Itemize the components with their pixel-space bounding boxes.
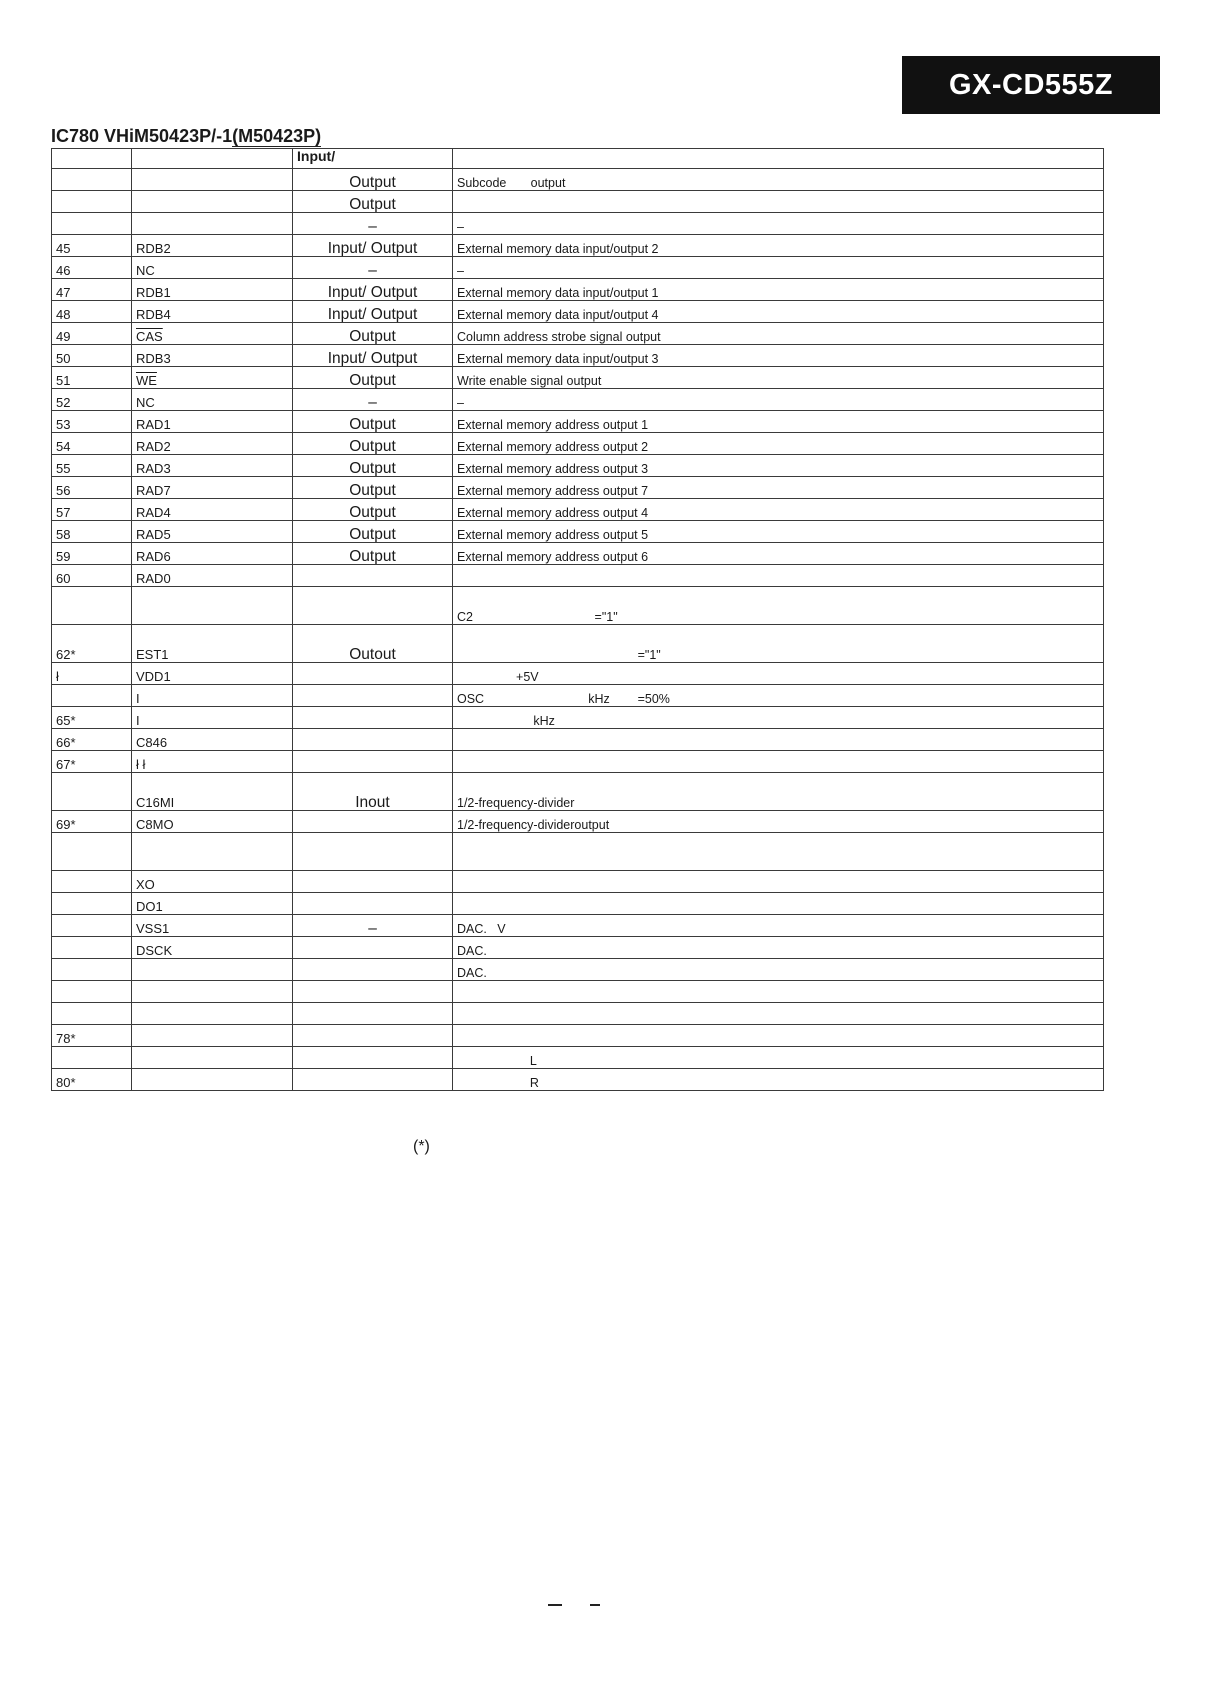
pin-name-cell: C16MI [132,773,293,811]
pin-name-cell: $\overline{WE}$ [132,367,293,389]
pin-name-cell: EST1 [132,625,293,663]
io-cell: Input/ Output [293,345,453,367]
pin-name-cell: NC [132,389,293,411]
pin-name-cell [132,191,293,213]
pin-number-cell: 80* [52,1069,132,1091]
description-cell: OSC kHz =50% [453,685,1104,707]
description-cell: C2 ="1" [453,587,1104,625]
footnote-marker: (*) [413,1138,430,1155]
pin-name-cell: RAD7 [132,477,293,499]
pin-name-cell: RAD5 [132,521,293,543]
description-cell: External memory address output 5 [453,521,1104,543]
description-cell [453,893,1104,915]
pin-name-cell [132,981,293,1003]
table-row [52,625,1104,663]
pin-number-cell [52,773,132,811]
description-cell: R [453,1069,1104,1091]
table-row [52,411,1104,433]
description-cell: DAC. [453,937,1104,959]
pin-number-cell: 52 [52,389,132,411]
description-cell: DAC. [453,959,1104,981]
io-cell: Output [293,543,453,565]
pin-number-cell: 69* [52,811,132,833]
io-cell [293,587,453,625]
table-row [52,1047,1104,1069]
model-name: GX-CD555Z [948,68,1114,101]
table-row [52,543,1104,565]
table-row [52,323,1104,345]
io-cell [293,833,453,871]
table-row [52,587,1104,625]
description-cell: External memory data input/output 3 [453,345,1104,367]
io-cell: Output [293,169,453,191]
io-cell: Inout [293,773,453,811]
pin-number-cell [52,871,132,893]
pin-number-cell: 46 [52,257,132,279]
table-row [52,521,1104,543]
pin-number-cell: 60 [52,565,132,587]
pin-name-cell: VDD1 [132,663,293,685]
io-cell: Output [293,367,453,389]
pin-name-cell: RAD1 [132,411,293,433]
pin-number-cell: 62* [52,625,132,663]
ic-title-main: IC780 VHiM50423P/-1 [51,126,233,146]
description-cell: External memory address output 3 [453,455,1104,477]
description-cell: External memory address output 2 [453,433,1104,455]
description-cell [453,1003,1104,1025]
table-row [52,345,1104,367]
io-cell [293,565,453,587]
table-row [52,389,1104,411]
description-cell [453,191,1104,213]
description-cell: +5V [453,663,1104,685]
description-cell [453,833,1104,871]
header-io-cell: Input/ [293,149,453,169]
table-row [52,213,1104,235]
table-row [52,937,1104,959]
table-row [52,499,1104,521]
pin-name-cell: NC [132,257,293,279]
description-cell: External memory address output 4 [453,499,1104,521]
io-cell [293,893,453,915]
description-cell [453,871,1104,893]
pin-name-cell: RAD2 [132,433,293,455]
pin-number-cell: 59 [52,543,132,565]
pin-name-cell [132,213,293,235]
table-row [52,279,1104,301]
pin-number-cell: 49 [52,323,132,345]
io-cell [293,751,453,773]
io-cell [293,937,453,959]
description-cell [453,729,1104,751]
description-cell: – [453,257,1104,279]
io-cell: Output [293,323,453,345]
table-row [52,235,1104,257]
io-cell: – [293,213,453,235]
pin-number-cell: ł [52,663,132,685]
description-cell: Subcode output [453,169,1104,191]
table-row [52,1025,1104,1047]
table-row [52,257,1104,279]
pin-name-cell: I [132,685,293,707]
pin-name-cell [132,587,293,625]
pin-name-cell [132,169,293,191]
table-row [52,565,1104,587]
header-name-cell [132,149,293,169]
io-cell: Input/ Output [293,235,453,257]
header-desc-cell [453,149,1104,169]
description-cell: ="1" [453,625,1104,663]
io-cell: Output [293,191,453,213]
pin-name-cell [132,1003,293,1025]
pin-name-cell: VSS1 [132,915,293,937]
pin-number-cell [52,981,132,1003]
description-cell: L [453,1047,1104,1069]
pin-number-cell [52,833,132,871]
table-row [52,301,1104,323]
pin-name-cell: RDB1 [132,279,293,301]
table-row [52,893,1104,915]
pin-number-cell [52,213,132,235]
pin-name-cell: C8MO [132,811,293,833]
pin-number-cell [52,915,132,937]
io-cell: Output [293,521,453,543]
pin-number-cell: 51 [52,367,132,389]
io-cell [293,707,453,729]
pin-number-cell [52,959,132,981]
header-pin-cell [52,149,132,169]
pin-number-cell: 66* [52,729,132,751]
table-row [52,833,1104,871]
table-row [52,959,1104,981]
pin-number-cell: 56 [52,477,132,499]
pin-table-body [52,149,1104,1091]
io-cell: Outout [293,625,453,663]
io-cell: Input/ Output [293,279,453,301]
io-cell [293,871,453,893]
pin-name-cell: ł ł [132,751,293,773]
io-cell: Output [293,411,453,433]
pin-number-cell [52,685,132,707]
io-cell: Input/ Output [293,301,453,323]
table-row [52,1003,1104,1025]
pin-number-cell: 54 [52,433,132,455]
pin-name-cell [132,1069,293,1091]
pin-number-cell [52,893,132,915]
description-cell [453,981,1104,1003]
description-cell: External memory data input/output 4 [453,301,1104,323]
io-cell [293,1047,453,1069]
table-row [52,455,1104,477]
io-cell [293,1003,453,1025]
io-cell [293,811,453,833]
io-cell [293,981,453,1003]
io-cell [293,729,453,751]
pin-name-cell: RAD3 [132,455,293,477]
pin-name-cell [132,1047,293,1069]
io-cell: – [293,257,453,279]
pin-number-cell: 53 [52,411,132,433]
pin-number-cell: 50 [52,345,132,367]
pin-name-cell: RDB4 [132,301,293,323]
table-row [52,981,1104,1003]
pin-function-table [51,148,1104,1091]
table-row [52,811,1104,833]
pin-number-cell: 67* [52,751,132,773]
table-row [52,915,1104,937]
description-cell: Column address strobe signal output [453,323,1104,345]
pin-name-cell [132,833,293,871]
table-row [52,477,1104,499]
io-cell [293,959,453,981]
pin-name-cell: XO [132,871,293,893]
description-cell: External memory data input/output 1 [453,279,1104,301]
page-mark-right [590,1604,600,1606]
description-cell: External memory address output 1 [453,411,1104,433]
model-badge [902,56,1160,114]
pin-number-cell [52,587,132,625]
io-cell: – [293,389,453,411]
pin-name-cell: RDB3 [132,345,293,367]
description-cell: 1/2-frequency-divider [453,773,1104,811]
table-row [52,1069,1104,1091]
table-row [52,367,1104,389]
io-cell [293,685,453,707]
description-cell [453,751,1104,773]
description-cell [453,1025,1104,1047]
page-mark-left [548,1604,562,1606]
pin-name-cell: C846 [132,729,293,751]
table-row [52,751,1104,773]
pin-name-cell: $\overline{CAS}$ [132,323,293,345]
ic-title [51,126,321,147]
io-cell: – [293,915,453,937]
pin-number-cell: 48 [52,301,132,323]
pin-number-cell [52,937,132,959]
table-header-row [52,149,1104,169]
io-cell: Output [293,433,453,455]
description-cell: DAC. V [453,915,1104,937]
pin-name-cell: I [132,707,293,729]
description-cell: 1/2-frequency-divideroutput [453,811,1104,833]
description-cell: – [453,389,1104,411]
description-cell: – [453,213,1104,235]
description-cell [453,565,1104,587]
description-cell: External memory data input/output 2 [453,235,1104,257]
description-cell: kHz [453,707,1104,729]
pin-number-cell: 57 [52,499,132,521]
ic-title-sub: (M50423P) [232,126,322,146]
table-row [52,169,1104,191]
pin-name-cell: RAD4 [132,499,293,521]
pin-number-cell: 55 [52,455,132,477]
pin-name-cell: RAD0 [132,565,293,587]
table-row [52,707,1104,729]
io-cell: Output [293,477,453,499]
table-row [52,729,1104,751]
pin-number-cell: 47 [52,279,132,301]
table-row [52,433,1104,455]
pin-name-cell [132,1025,293,1047]
pin-number-cell [52,169,132,191]
io-cell: Output [293,455,453,477]
io-cell: Output [293,499,453,521]
description-cell: External memory address output 7 [453,477,1104,499]
pin-number-cell [52,1003,132,1025]
description-cell: Write enable signal output [453,367,1104,389]
table-row [52,191,1104,213]
pin-name-cell: RAD6 [132,543,293,565]
pin-name-cell: DO1 [132,893,293,915]
table-row [52,685,1104,707]
pin-number-cell: 65* [52,707,132,729]
io-cell [293,1069,453,1091]
pin-name-cell [132,959,293,981]
table-row [52,663,1104,685]
pin-number-cell: 45 [52,235,132,257]
pin-number-cell [52,191,132,213]
pin-number-cell: 78* [52,1025,132,1047]
io-cell [293,663,453,685]
pin-number-cell [52,1047,132,1069]
description-cell: External memory address output 6 [453,543,1104,565]
pin-number-cell: 58 [52,521,132,543]
pin-name-cell: DSCK [132,937,293,959]
pin-name-cell: RDB2 [132,235,293,257]
table-row [52,871,1104,893]
io-cell [293,1025,453,1047]
table-row [52,773,1104,811]
